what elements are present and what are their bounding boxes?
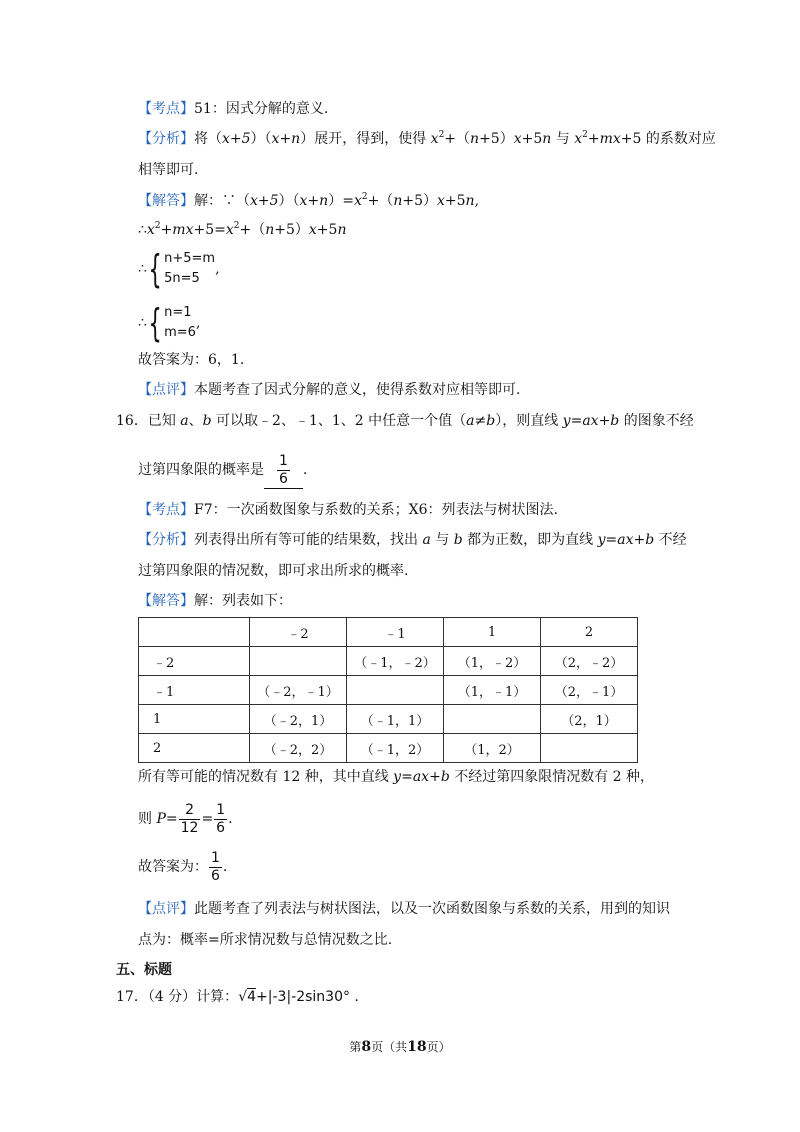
var: P xyxy=(156,811,166,827)
exponent: 2 xyxy=(154,221,161,231)
numerator: 2 xyxy=(185,801,194,818)
var: x xyxy=(146,222,155,238)
equation-row: 5n=5 xyxy=(164,271,200,286)
table-cell: （﹣1，﹣2） xyxy=(347,647,444,676)
text: = xyxy=(401,769,413,785)
answer-blank xyxy=(264,453,303,489)
q16-dianping-line2: 点为：概率=所求情况数与总情况数之比. xyxy=(138,932,393,948)
text: 故答案为： xyxy=(138,859,208,875)
q15-kaodian xyxy=(138,99,328,119)
question-number: 16． xyxy=(116,413,148,429)
q16-stem-line2 xyxy=(138,451,307,489)
q15-line2 xyxy=(138,220,346,240)
fraction xyxy=(214,802,227,837)
text: +5） xyxy=(479,131,514,147)
text: ）展开，得到，使得 xyxy=(300,131,431,147)
text: + xyxy=(429,769,441,785)
exponent: 2 xyxy=(233,221,240,231)
text: ），则直线 xyxy=(495,413,563,429)
var: mx xyxy=(172,222,194,238)
equation-row: n=1 xyxy=(164,305,192,320)
text: ）（ xyxy=(278,193,300,209)
q15-kaodian-text: 51：因式分解的意义. xyxy=(194,101,329,117)
text: +（ xyxy=(239,222,266,238)
brace-icon: { xyxy=(148,301,162,345)
text: 解：∵（ xyxy=(194,193,250,209)
fraction xyxy=(179,802,201,837)
text: 已知 xyxy=(147,413,181,429)
equation-row: m=6 xyxy=(164,325,196,340)
header-cell: 1 xyxy=(444,618,541,647)
text: . xyxy=(222,859,228,875)
table-cell: （2，﹣2） xyxy=(541,647,638,676)
text: 列表得出所有等可能的结果数，找出 xyxy=(194,532,423,548)
text: ≠ xyxy=(474,413,487,429)
dianping-label: 【点评】 xyxy=(138,901,194,917)
table-cell xyxy=(250,647,347,676)
text: + xyxy=(587,131,600,147)
kaodian-label: 【考点】 xyxy=(138,101,194,117)
q16-fenxi xyxy=(138,530,687,550)
var: b xyxy=(486,413,496,429)
text: 所有等可能的情况数有 12 种，其中直线 xyxy=(138,769,394,785)
var: a xyxy=(466,413,475,429)
text: +5 xyxy=(444,193,466,209)
denominator: 6 xyxy=(216,819,226,836)
expr: x+5 xyxy=(222,131,251,147)
text: 解：列表如下： xyxy=(194,593,292,609)
row-header-cell: 1 xyxy=(139,705,250,734)
therefore-symbol: ∴ xyxy=(138,315,147,331)
outcome-table xyxy=(138,617,638,763)
var: ax xyxy=(582,413,599,429)
table-row xyxy=(139,734,638,763)
var: x xyxy=(574,131,583,147)
table-cell: （2，1） xyxy=(541,705,638,734)
therefore-symbol: ∴ xyxy=(138,222,147,238)
text: 与 xyxy=(430,532,454,548)
var: x xyxy=(513,131,522,147)
var: n xyxy=(470,131,480,147)
text: 页） xyxy=(426,1040,451,1054)
var: n xyxy=(393,193,403,209)
text: 不经过第四象限情况数有 2 种， xyxy=(449,769,655,785)
var: x xyxy=(225,222,234,238)
numerator: 1 xyxy=(211,849,220,866)
text: 此题考查了列表法与树状图法，以及一次函数图象与系数的关系，用到的知识 xyxy=(194,901,670,917)
text: . xyxy=(228,811,233,827)
text: +5= xyxy=(193,222,226,238)
var: x xyxy=(308,222,317,238)
therefore-symbol: ∴ xyxy=(138,261,147,277)
text: 第 xyxy=(349,1040,362,1054)
text: +5 的系数对应 xyxy=(620,131,716,147)
var: b xyxy=(440,769,450,785)
q16-fenxi-line2: 过第四象限的情况数，即可求出所求的概率. xyxy=(138,563,409,579)
text: +（ xyxy=(367,193,394,209)
q16-probability xyxy=(138,800,233,838)
text: 过第四象限的概率是 xyxy=(138,462,264,478)
text: 、 xyxy=(188,413,203,429)
table-row xyxy=(139,676,638,705)
q16-kaodian xyxy=(138,500,558,520)
text: + xyxy=(633,532,646,548)
var: mx xyxy=(599,131,621,147)
var: n xyxy=(542,131,552,147)
expression: +|-3|-2sin30° xyxy=(256,989,350,1005)
text: +5 xyxy=(316,222,338,238)
text: 不经 xyxy=(654,532,687,548)
var: y xyxy=(562,413,571,429)
dianping-label: 【点评】 xyxy=(138,382,194,398)
table-cell: （﹣1，2） xyxy=(347,734,444,763)
table-cell xyxy=(444,705,541,734)
row-header-cell: ﹣2 xyxy=(139,647,250,676)
table-cell: （﹣2，﹣1） xyxy=(250,676,347,705)
text: = xyxy=(201,811,214,827)
var: ax xyxy=(617,532,634,548)
var: b xyxy=(202,413,212,429)
fenxi-label: 【分析】 xyxy=(138,131,194,147)
table-header-row xyxy=(139,618,638,647)
header-cell: ﹣2 xyxy=(250,618,347,647)
text: +5） xyxy=(402,193,437,209)
text: 都为正数，即为直线 xyxy=(462,532,598,548)
q16-count xyxy=(138,767,654,787)
q17 xyxy=(116,987,359,1007)
var: b xyxy=(645,532,655,548)
table-cell xyxy=(347,676,444,705)
text: +（ xyxy=(444,131,471,147)
text: , xyxy=(215,261,220,277)
numerator: 1 xyxy=(279,452,288,469)
jieda-label: 【解答】 xyxy=(138,593,194,609)
expr: x+5 xyxy=(250,193,279,209)
text: . xyxy=(349,989,359,1005)
text: +5） xyxy=(274,222,309,238)
fenxi-label: 【分析】 xyxy=(138,532,194,548)
table-cell: （﹣2，1） xyxy=(250,705,347,734)
denominator: 12 xyxy=(180,819,199,836)
var: a xyxy=(422,532,431,548)
var: x xyxy=(430,131,439,147)
jieda-label: 【解答】 xyxy=(138,193,194,209)
equation-system xyxy=(147,249,215,289)
exponent: 2 xyxy=(361,192,368,202)
var: n xyxy=(337,222,347,238)
equation-system xyxy=(147,303,196,343)
var: x xyxy=(436,193,445,209)
table-cell: （1，2） xyxy=(444,734,541,763)
text: ）（ xyxy=(250,131,272,147)
table-cell: （﹣2，2） xyxy=(250,734,347,763)
text: 可以取﹣2、﹣1、1、2 中任意一个值（ xyxy=(211,413,467,429)
var: x xyxy=(353,193,362,209)
q15-answer: 故答案为：6，1. xyxy=(138,352,245,368)
radicand: 4 xyxy=(247,989,257,1005)
var: n xyxy=(465,193,475,209)
q15-fenxi xyxy=(138,129,716,149)
equation-row: n+5=m xyxy=(164,251,216,266)
q15-system-2 xyxy=(138,303,200,343)
table-cell: （﹣1，1） xyxy=(347,705,444,734)
table-cell: （1，﹣1） xyxy=(444,676,541,705)
var: y xyxy=(597,532,606,548)
table-row xyxy=(139,705,638,734)
exponent: 2 xyxy=(438,130,445,140)
text: 的图象不经 xyxy=(619,413,694,429)
expr: x+n xyxy=(299,193,329,209)
q16-stem xyxy=(116,411,694,431)
fraction xyxy=(209,850,222,885)
kaodian-label: 【考点】 xyxy=(138,502,194,518)
text: +5 xyxy=(521,131,543,147)
q15-jieda xyxy=(138,191,479,211)
table-row xyxy=(139,647,638,676)
section-heading: 五、标题 xyxy=(116,962,172,978)
header-cell: 2 xyxy=(541,618,638,647)
text: = xyxy=(165,811,178,827)
text: + xyxy=(160,222,173,238)
header-cell xyxy=(139,618,250,647)
q16-dianping xyxy=(138,899,670,919)
question-number: 17． xyxy=(116,989,148,1005)
text: . xyxy=(302,462,308,478)
expr: x+n xyxy=(271,131,301,147)
var: y xyxy=(393,769,402,785)
fraction xyxy=(277,453,290,488)
text: = xyxy=(605,532,618,548)
table-cell: （2，﹣1） xyxy=(541,676,638,705)
table-cell xyxy=(541,734,638,763)
var: ax xyxy=(412,769,430,785)
header-cell: ﹣1 xyxy=(347,618,444,647)
exponent: 2 xyxy=(582,130,588,140)
q15-system-1 xyxy=(138,249,220,289)
var: b xyxy=(453,532,463,548)
page-number: 8 xyxy=(361,1039,372,1055)
text: + xyxy=(598,413,611,429)
text: 本题考查了因式分解的意义，使得系数对应相等即可. xyxy=(194,382,521,398)
var: b xyxy=(610,413,620,429)
text: 则 xyxy=(138,811,157,827)
text: 将（ xyxy=(194,131,222,147)
brace-icon: { xyxy=(148,247,162,291)
text: （4 分）计算： xyxy=(147,989,239,1005)
q15-dianping xyxy=(138,380,520,400)
q15-fenxi-line2: 相等即可. xyxy=(138,162,199,178)
sqrt-symbol: √ xyxy=(238,989,248,1005)
table-cell: （1，﹣2） xyxy=(444,647,541,676)
row-header-cell: ﹣1 xyxy=(139,676,250,705)
text: 与 xyxy=(551,131,575,147)
var: a xyxy=(180,413,189,429)
numerator: 1 xyxy=(216,801,226,818)
q16-jieda xyxy=(138,591,292,611)
page-footer xyxy=(0,1038,800,1055)
text: , xyxy=(195,315,201,331)
row-header-cell: 2 xyxy=(139,734,250,763)
text: , xyxy=(474,193,480,209)
text: ）= xyxy=(328,193,354,209)
denominator: 6 xyxy=(279,470,288,487)
denominator: 6 xyxy=(211,867,220,884)
text: 页（共 xyxy=(371,1040,408,1054)
q16-answer xyxy=(138,848,227,886)
total-pages: 18 xyxy=(407,1039,427,1055)
var: n xyxy=(265,222,275,238)
text: F7：一次函数图象与系数的关系；X6：列表法与树状图法. xyxy=(194,502,558,518)
text: = xyxy=(570,413,583,429)
